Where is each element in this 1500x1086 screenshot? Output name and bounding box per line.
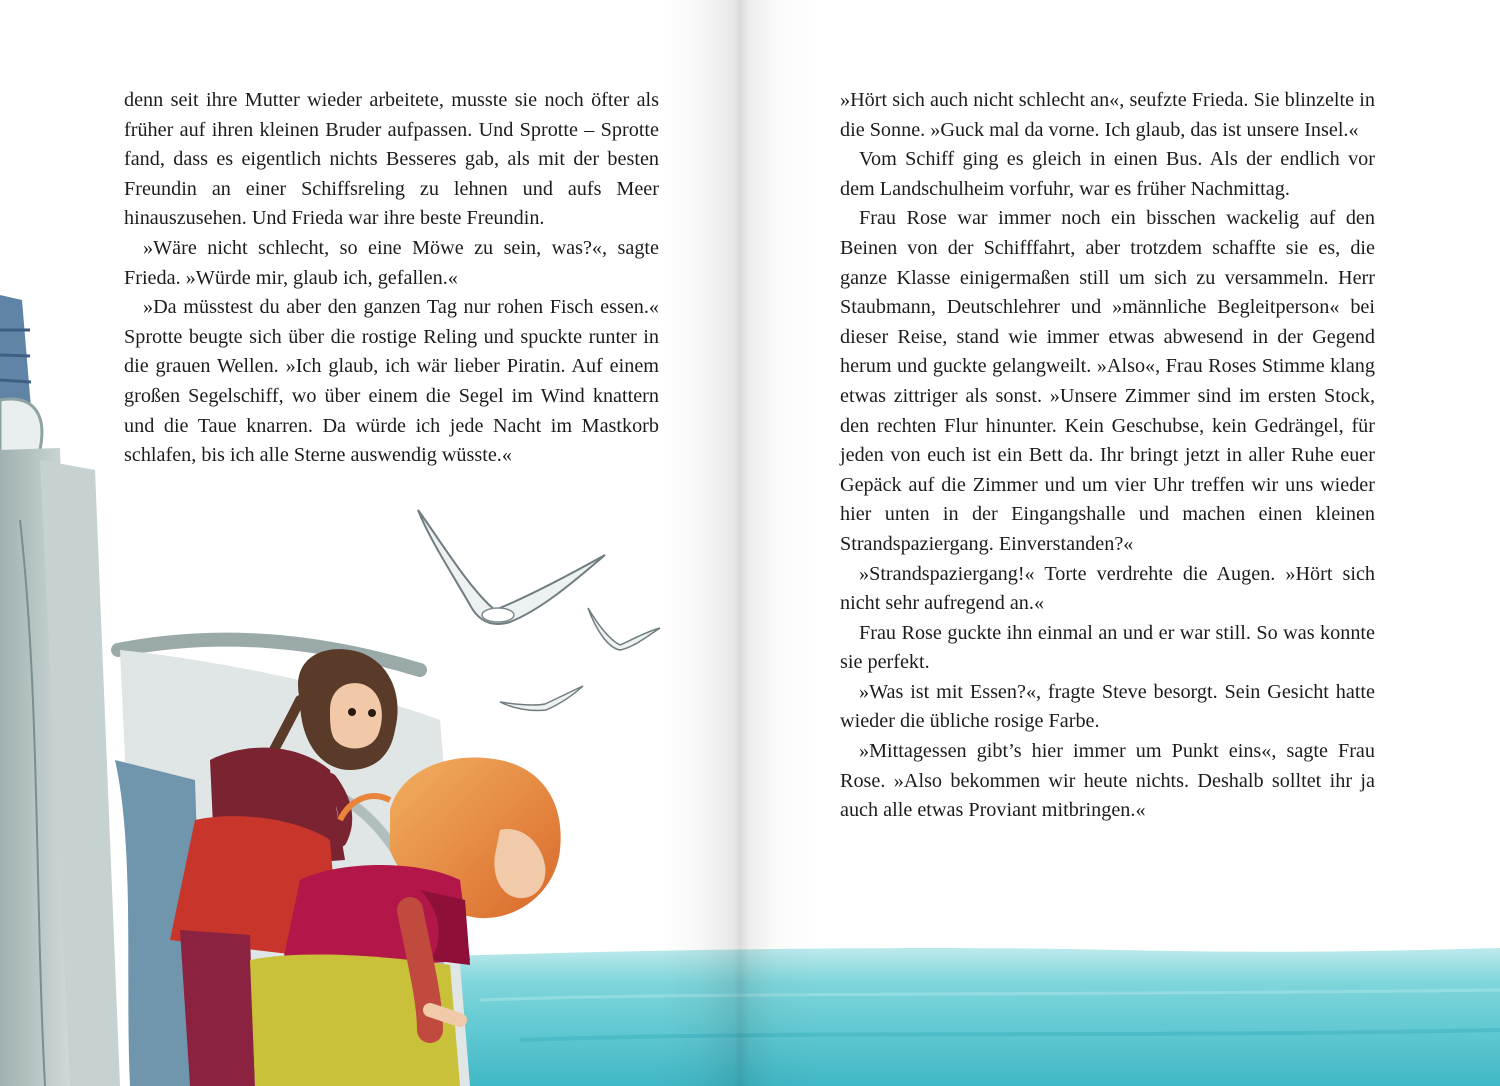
seagull	[418, 510, 605, 624]
paragraph: »Was ist mit Essen?«, fragte Steve besorgt. Sein Gesicht hatte wieder die übliche rosige Farbe.	[840, 680, 1375, 733]
paragraph: Frau Rose guckte ihn einmal an und er war still. So was konnte sie perfekt.	[840, 621, 1375, 674]
paragraph: »Mittagessen gibt’s hier immer um Punkt eins«, sagte Frau Rose. »Also bekommen wir heute nichts. Deshalb solltet ihr ja auch alle etwas Proviant mitbringen.«	[840, 740, 1375, 822]
paragraph: »Hört sich auch nicht schlecht an«, seufzte Frieda. Sie blinzelte in die Sonne. »Guck mal da vorne. Ich glaub, das ist unsere Insel.«	[840, 89, 1375, 141]
paragraph: »Da müsstest du aber den ganzen Tag nur rohen Fisch essen.« Sprotte beugte sich über die rostige Reling und spuckte runter in die grauen Wellen. »Ich glaub, ich wär lieber Piratin. Auf einem großen Segelschiff, wo über einem die Segel im Wind knattern und die Taue knarren. Da würde ich jede Nacht im Mastkorb schlafen, bis ich alle Sterne auswendig wüsste.«	[124, 296, 659, 467]
seagull	[588, 608, 660, 650]
left-page-text	[124, 86, 659, 471]
paragraph: denn seit ihre Mutter wieder arbeitete, musste sie noch öfter als früher auf ihren kleinen Bruder aufpassen. Und Sprotte – Sprotte fand, dass es eigentlich nichts Besseres gab, als mit der besten Freundin an einer Schiffsreling zu lehnen und aufs Meer hinauszusehen. Und Frieda war ihre beste Freundin.	[124, 89, 659, 230]
seagull	[500, 686, 583, 711]
paragraph: »Wäre nicht schlecht, so eine Möwe zu sein, was?«, sagte Frieda. »Würde mir, glaub ich, gefallen.«	[124, 236, 659, 289]
right-page-text	[840, 86, 1375, 826]
paragraph: »Strandspaziergang!« Torte verdrehte die Augen. »Hört sich nicht sehr aufregend an.«	[840, 562, 1375, 615]
paragraph: Vom Schiff ging es gleich in einen Bus. Als der endlich vor dem Landschulheim vorfuhr, war es früher Nachmittag.	[840, 148, 1375, 200]
paragraph: Frau Rose war immer noch ein bisschen wackelig auf den Beinen von der Schifffahrt, aber trotzdem schaffte sie es, die ganze Klasse einigermaßen still um sich zu versammeln. Herr Staubmann, Deutschlehrer und »männliche Begleitperson« bei dieser Reise, stand wie immer etwas abwesend in der Gegend herum und guckte gelangweilt. »Also«, Frau Roses Stimme klang etwas zittriger als sonst. »Unsere Zimmer sind im ersten Stock, den rechten Flur hinunter. Kein Geschubse, kein Gedrängel, für jeden von euch ist ein Bett da. Ihr bringt jetzt in aller Ruhe euer Gepäck auf die Zimmer und um vier Uhr treffen wir uns wieder hier unten in der Eingangshalle und machen einen kleinen Strandspaziergang. Einverstanden?«	[840, 207, 1375, 555]
sea	[330, 948, 1500, 1086]
